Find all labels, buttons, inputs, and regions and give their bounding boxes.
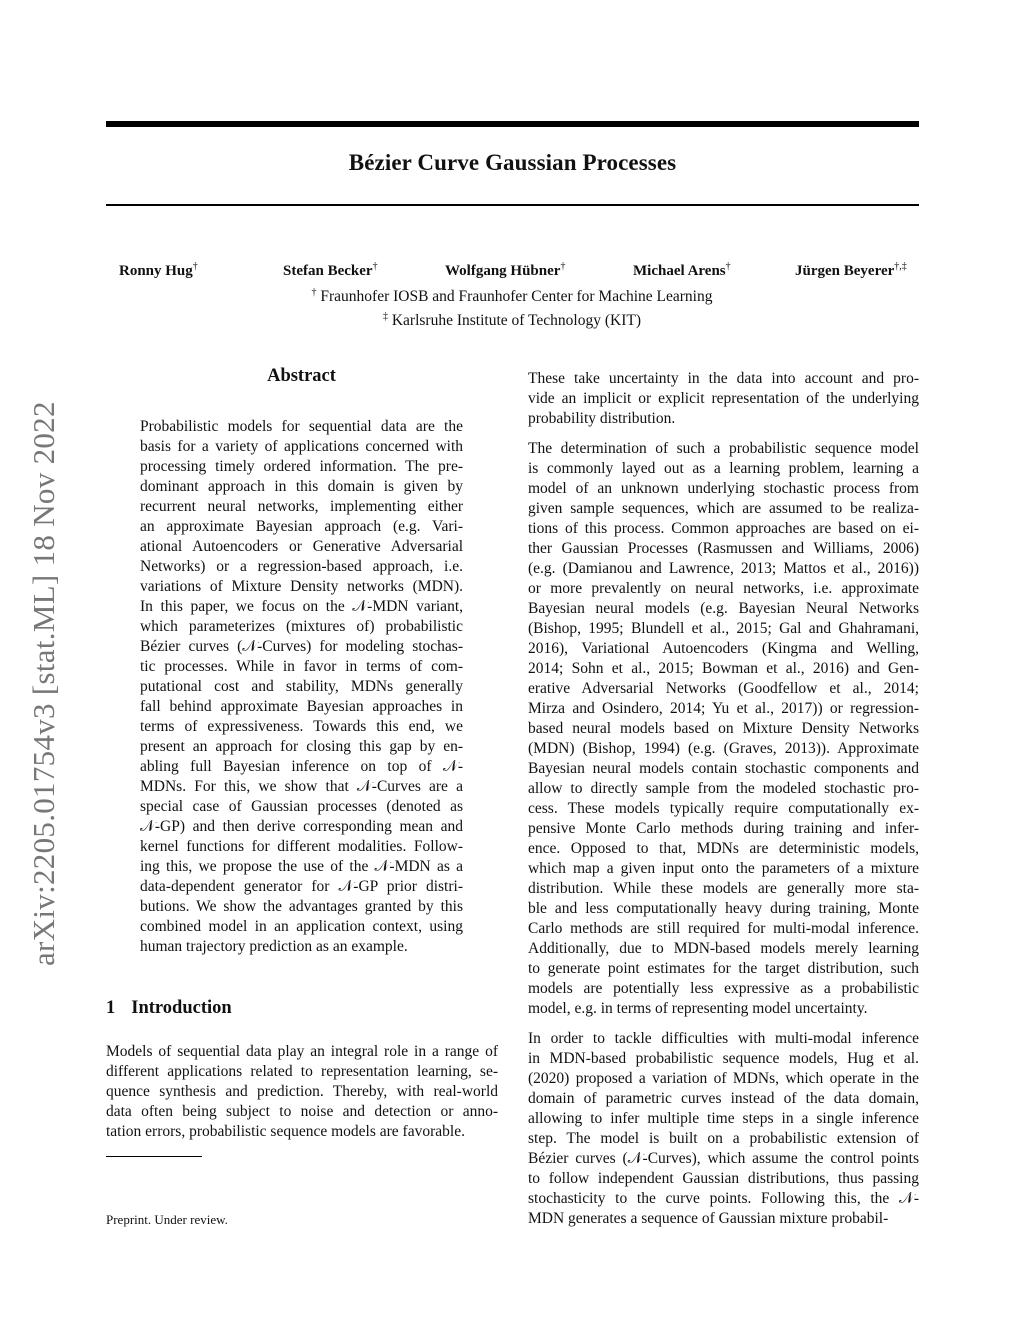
text-line: fall behind approximate Bayesian approaches in [140,698,463,715]
title-rule-bottom [106,204,919,206]
text-line: allow to directly sample from the modeled stochastic pro- [528,780,919,797]
text-line: MDNs. For this, we show that 𝒩-Curves are a [140,778,463,795]
text-line: recurrent neural networks, implementing either [140,498,463,515]
author: Ronny Hug† [119,261,198,279]
text-line: data often being subject to noise and detection or anno- [106,1103,498,1120]
text-line: 2016), Variational Autoencoders (Kingma and Welling, [528,640,919,657]
text-line: vide an implicit or explicit representation of the underlying [528,390,919,407]
text-line: MDN generates a sequence of Gaussian mixture probabil- [528,1210,889,1227]
text-line: In this paper, we focus on the 𝒩-MDN variant, [140,598,463,615]
footer-note: Preprint. Under review. [106,1212,228,1227]
text-line: models are potentially less expressive as a probabilistic [528,980,919,997]
text-line: domain of parametric curves instead of the data domain, [528,1090,919,1107]
text-line: combined model in an application context, using [140,918,463,935]
text-line: Models of sequential data play an integral role in a range of [106,1043,498,1060]
text-line: 𝒩-GP) and then derive corresponding mean and [140,818,463,835]
text-line: which map a given input onto the parameters of a mixture [528,860,919,877]
text-line: which parameterizes (mixtures of) probabilistic [140,618,463,635]
text-line: ing this, we propose the use of the 𝒩-MDN as a [140,858,463,875]
affiliation: † Fraunhofer IOSB and Fraunhofer Center for Machine Learning [311,287,713,306]
abstract-heading: Abstract [267,366,336,386]
right-paragraph-1 [528,369,919,429]
text-line: 2014; Sohn et al., 2015; Bowman et al., 2016) and Gen- [528,660,919,677]
text-line: stochasticity to the curve points. Following this, the 𝒩- [528,1190,919,1207]
intro-paragraph [106,1042,498,1142]
text-line: in MDN-based probabilistic sequence models, Hug et al. [528,1050,919,1067]
text-line: tions of this process. Common approaches are based on ei- [528,520,919,537]
text-line: different applications related to representation learning, se- [106,1063,498,1080]
text-line: probability distribution. [528,410,676,427]
text-line: Networks) or a regression-based approach, i.e. [140,558,463,575]
text-line: In order to tackle difficulties with multi-modal inference [528,1030,919,1047]
author: Wolfgang Hübner† [445,261,566,279]
text-line: Probabilistic models for sequential data are the [140,418,463,435]
text-line: to generate point estimates for the target distribution, such [528,960,919,977]
right-paragraph-3 [528,1029,919,1229]
text-line: erative Adversarial Networks (Goodfellow et al., 2014; [528,680,919,697]
text-line: dominant approach in this domain is given by [140,478,463,495]
text-line: (e.g. (Damianou and Lawrence, 2013; Mattos et al., 2016)) [528,560,919,577]
text-line: processing timely ordered information. The pre- [140,458,463,475]
text-line: special case of Gaussian processes (denoted as [140,798,463,815]
abstract-body [140,417,463,957]
text-line: data-dependent generator for 𝒩-GP prior distri- [140,878,463,895]
text-line: based neural models based on Mixture Density Networks [528,720,919,737]
author: Stefan Becker† [283,261,378,279]
text-line: pensive Monte Carlo methods during training and infer- [528,820,919,837]
text-line: Carlo methods are still required for multi-modal inference. [528,920,919,937]
text-line: allowing to infer multiple time steps in a single inference [528,1110,919,1127]
text-line: Bayesian neural models contain stochastic components and [528,760,919,777]
text-line: abling full Bayesian inference on top of 𝒩- [140,758,463,775]
title-rule-top [106,121,919,127]
right-paragraph-2 [528,439,919,1019]
text-line: or more prevalently on neural networks, i.e. approximate [528,580,919,597]
text-line: model, e.g. in terms of representing model uncertainty. [528,1000,868,1017]
text-line: These take uncertainty in the data into account and pro- [528,370,919,387]
text-line: distribution. While these models are generally more sta- [528,880,919,897]
text-line: (Bishop, 1995; Blundell et al., 2015; Gal and Ghahramani, [528,620,919,637]
text-line: model of an unknown underlying stochastic process from [528,480,919,497]
section-heading: 1 Introduction [106,998,232,1018]
text-line: ational Autoencoders or Generative Adversarial [140,538,463,555]
text-line: tic processes. While in favor in terms of com- [140,658,463,675]
text-line: The determination of such a probabilistic sequence model [528,440,919,457]
text-line: terms of expressiveness. Towards this end, we [140,718,463,735]
author: Michael Arens† [633,261,731,279]
affiliation: ‡ Karlsruhe Institute of Technology (KIT) [382,311,642,330]
text-line: kernel functions for different modalities. Follow- [140,838,463,855]
text-line: ther Gaussian Processes (Rasmussen and Williams, 2006) [528,540,919,557]
text-line: (2020) proposed a variation of MDNs, which operate in the [528,1070,919,1087]
footnote-rule [106,1156,202,1157]
text-line: butions. We show the advantages granted by this [140,898,463,915]
text-line: basis for a variety of applications concerned with [140,438,463,455]
author-list [0,261,1024,283]
author: Jürgen Beyerer†,‡ [795,261,907,279]
text-line: an approximate Bayesian approach (e.g. Vari- [140,518,463,535]
text-line: tation errors, probabilistic sequence models are favorable. [106,1123,465,1140]
text-line: is commonly layed out as a learning problem, learning a [528,460,919,477]
text-line: Additionally, due to MDN-based models merely learning [528,940,919,957]
text-line: Bézier curves (𝒩-Curves) for modeling stochas- [140,638,463,655]
text-line: human trajectory prediction as an example. [140,938,408,955]
text-line: quence synthesis and prediction. Thereby, with real-world [106,1083,498,1100]
text-line: given sample sequences, which are assumed to be realiza- [528,500,919,517]
text-line: present an approach for closing this gap by en- [140,738,463,755]
text-line: variations of Mixture Density networks (MDN). [140,578,463,595]
text-line: Mirza and Osindero, 2014; Yu et al., 2017)) or regression- [528,700,919,717]
text-line: Bézier curves (𝒩-Curves), which assume the control points [528,1150,919,1167]
text-line: putational cost and stability, MDNs generally [140,678,463,695]
text-line: step. The model is built on a probabilistic extension of [528,1130,919,1147]
text-line: ble and less computationally heavy during training, Monte [528,900,919,917]
text-line: to follow independent Gaussian distributions, thus passing [528,1170,919,1187]
arxiv-stamp: arXiv:2205.01754v3 [stat.ML] 18 Nov 2022 [26,401,61,966]
paper-title: Bézier Curve Gaussian Processes [348,150,677,175]
text-line: cess. These models typically require computationally ex- [528,800,919,817]
text-line: ence. Opposed to that, MDNs are deterministic models, [528,840,919,857]
text-line: (MDN) (Bishop, 1994) (e.g. (Graves, 2013)). Approximate [528,740,919,757]
text-line: Bayesian neural models (e.g. Bayesian Neural Networks [528,600,919,617]
